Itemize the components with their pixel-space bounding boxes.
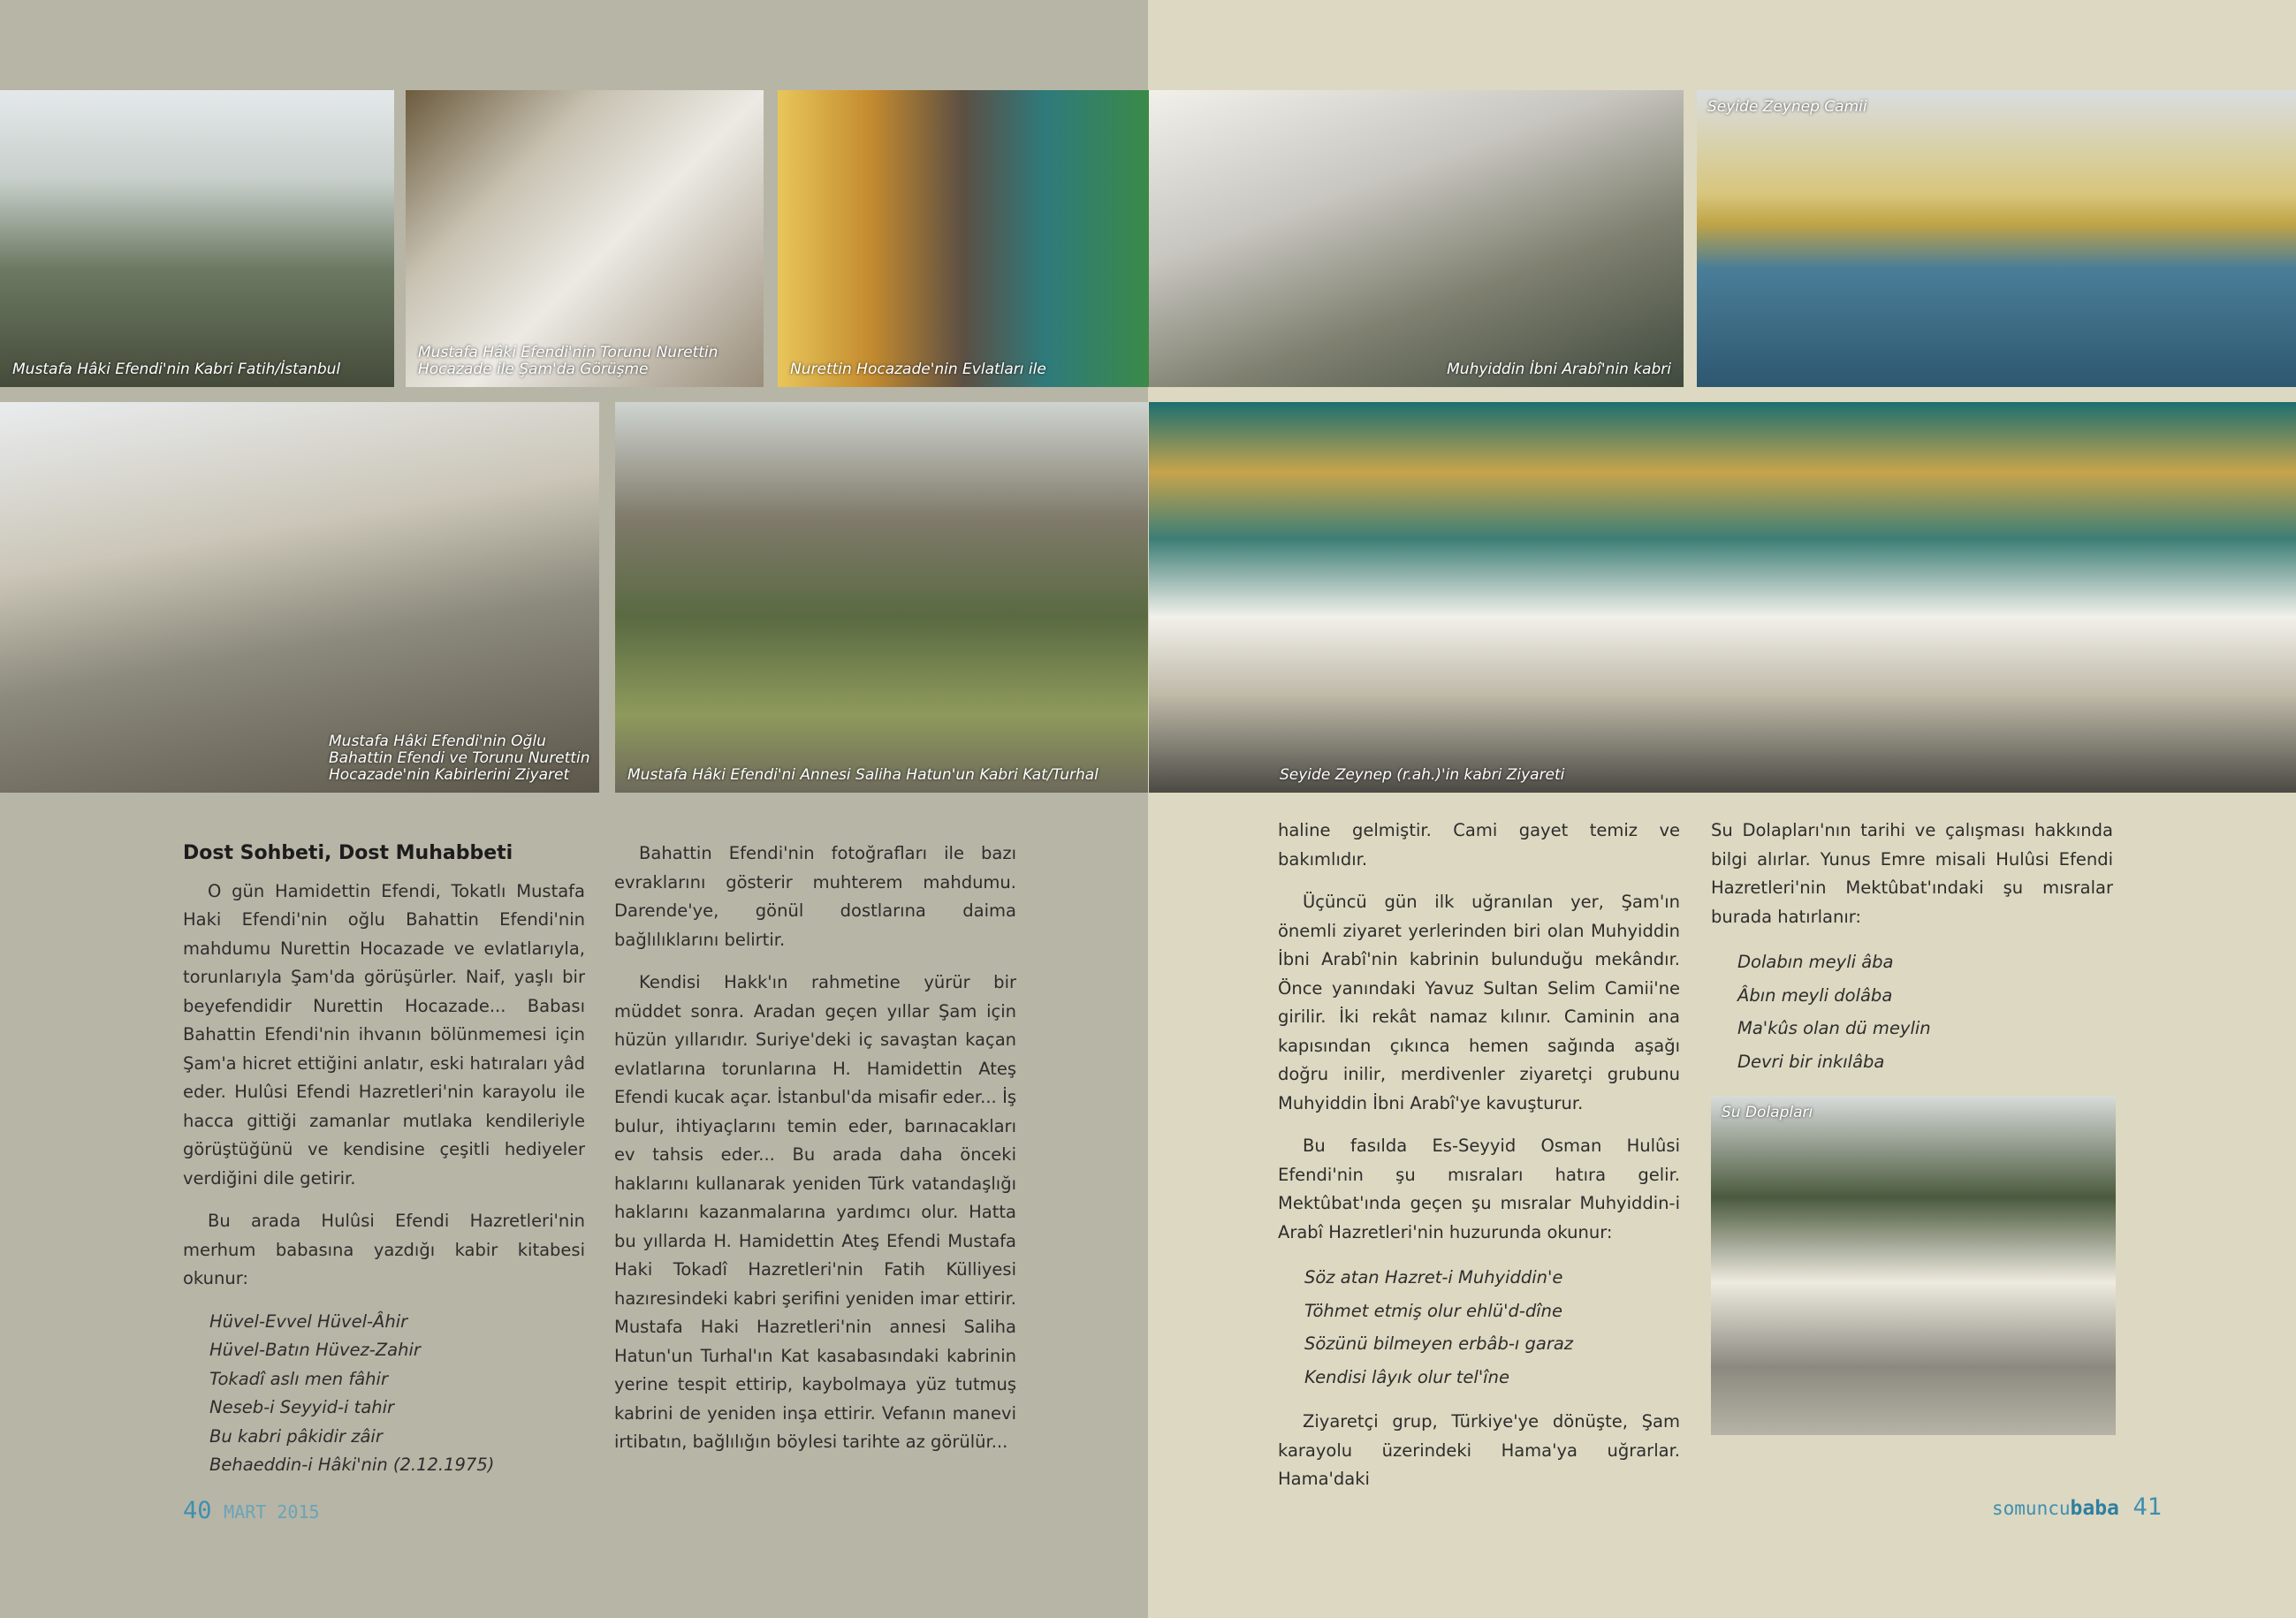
photo-caption: Seyide Zeynep Camii — [1707, 98, 1867, 116]
photo-bahattin-grave-visit — [0, 402, 599, 793]
brand-logo-baba: baba — [2070, 1497, 2119, 1520]
photo-caption: Mustafa Hâki Efendi'nin Oğlu Bahattin Efendi ve Torunu Nurettin Hocazade'nin Kabirlerini Ziyaret — [329, 733, 590, 784]
page-number: 40 — [183, 1497, 212, 1524]
photo-caption: Seyide Zeynep (r.ah.)'in kabri Ziyareti — [1280, 766, 1565, 784]
photo-caption: Mustafa Hâki Efendi'nin Torunu Nurettin Hocazade ile Şam'da Görüşme — [418, 344, 718, 378]
page-folio-left — [183, 1497, 320, 1524]
brand-logo-somuncu: somuncu — [1992, 1498, 2071, 1519]
photo-hocazade-children — [778, 90, 1149, 387]
issue-date: MART 2015 — [224, 1501, 320, 1523]
verse-line: Âbın meyli dolâba — [1737, 984, 1893, 1006]
article-column-1 — [183, 839, 585, 1494]
verse-line: Ma'kûs olan dü meylin — [1737, 1018, 1931, 1038]
verse-line: Söz atan Hazret-i Muhyiddin'e — [1304, 1267, 1563, 1288]
verse-line: Sözünü bilmeyen erbâb-ı garaz — [1304, 1333, 1574, 1354]
verse-line: Hüvel-Evvel Hüvel-Âhir — [209, 1310, 408, 1332]
verse-block — [183, 1308, 585, 1480]
paragraph: Üçüncü gün ilk uğranılan yer, Şam'ın önemli ziyaret yerlerinden biri olan Muhyiddin İbni Arabî'nin kabrinin bulunduğu mekândır. Önce yanındaki Yavuz Sultan Selim Camii'ne girilir. İki rekât namaz kılınır. Caminin ana kapısından çıkınca hemen sağında aşağı doğru inilir, merdivenler ziyaretçi grubunu Muhyiddin İbni Arabî'ye kavuşturur. — [1278, 892, 1680, 1113]
section-heading: Dost Sohbeti, Dost Muhabbeti — [183, 842, 513, 864]
photo-caption: Mustafa Hâki Efendi'nin Kabri Fatih/İstanbul — [12, 361, 341, 378]
verse-line: Behaeddin-i Hâki'nin (2.12.1975) — [209, 1455, 495, 1475]
photo-caption: Mustafa Hâki Efendi'ni Annesi Saliha Hatun'un Kabri Kat/Turhal — [627, 766, 1099, 784]
page-folio-right — [1992, 1493, 2162, 1521]
verse-line: Devri bir inkılâba — [1737, 1051, 1885, 1072]
paragraph: haline gelmiştir. Cami gayet temiz ve bakımlıdır. — [1278, 820, 1680, 870]
photo-caption: Su Dolapları — [1722, 1104, 1813, 1121]
photo-meeting-damascus — [406, 90, 764, 387]
verse-line: Bu kabri pâkidir zâir — [209, 1425, 383, 1447]
verse-line: Dolabın meyli âba — [1737, 952, 1894, 972]
article-column-3 — [1278, 817, 1680, 1508]
article-column-4 — [1711, 817, 2113, 1092]
photo-haki-efendi-grave-fatih — [0, 90, 394, 387]
paragraph: Ziyaretçi grup, Türkiye'ye dönüşte, Şam karayolu üzerindeki Hama'ya uğrarlar. Hama'daki — [1278, 1411, 1680, 1489]
photo-seyide-zeynep-mosque — [1697, 90, 2296, 387]
photo-seyide-zeynep-visit-group — [1149, 402, 2296, 793]
verse-line: Hüvel-Batın Hüvez-Zahir — [209, 1340, 421, 1360]
page-number: 41 — [2133, 1493, 2163, 1521]
verse-line: Töhmet etmiş olur ehlü'd-dîne — [1304, 1300, 1563, 1321]
verse-block — [1278, 1261, 1680, 1394]
photo-su-dolaplari-group — [1711, 1096, 2116, 1435]
paragraph: Bahattin Efendi'nin fotoğrafları ile bazı evraklarını gösterir muhterem mahdumu. Darende'ye, gönül dostlarına daima bağlılıklarını belirtir. — [614, 843, 1016, 950]
photo-saliha-hatun-grave — [615, 402, 1148, 793]
paragraph: Bu arada Hulûsi Efendi Hazretleri'nin merhum babasına yazdığı kabir kitabesi okunur: — [183, 1211, 585, 1288]
verse-line: Neseb-i Seyyid-i tahir — [209, 1397, 395, 1417]
paragraph: Bu fasılda Es-Seyyid Osman Hulûsi Efendi'nin şu mısraları hatıra gelir. Mektûbat'ında geçen şu mısralar Muhyiddin-i Arabî Hazretleri'nin huzurunda okunur: — [1278, 1136, 1680, 1242]
verse-line: Tokadî aslı men fâhir — [209, 1368, 388, 1389]
verse-block — [1711, 946, 2113, 1078]
paragraph: Su Dolapları'nın tarihi ve çalışması hakkında bilgi alırlar. Yunus Emre misali Hulûsi Efendi Hazretleri'nin Mektûbat'ındaki şu mısralar burada hatırlanır: — [1711, 820, 2113, 927]
photo-caption: Muhyiddin İbni Arabî'nin kabri — [1447, 361, 1671, 378]
article-column-2 — [614, 839, 1016, 1471]
paragraph: Kendisi Hakk'ın rahmetine yürür bir müddet sonra. Aradan geçen yıllar Şam için hüzün yıllarıdır. Suriye'deki iç savaştan kaçan evlatlarına torunlarına H. Hamidettin Ateş Efendi kucak açar. İstanbul'da misafir eder... İş bulur, ihtiyaçlarını temin eder, barınacakları ev tahsis eder... Bu arada daha önceki haklarını kullanarak yeniden Türk vatandaşlığı haklarını kazanmalarına yardımcı olur. Hatta bu yıllarda H. Hamidettin Ateş Efendi Mustafa Haki Tokadî Hazretleri'nin Fatih Külliyesi hazıresindeki kabri şerifini yeniden imar ettirir. Mustafa Haki Hazretleri'nin annesi Saliha Hatun'un Turhal'ın Kat kasabasındaki kabrinin yerine tespit ettirip, kaybolmaya yüz tutmuş kabrini de yeniden inşa ettirir. Vefanın manevi irtibatın, bağlılığın böylesi tarihte az görülür... — [614, 972, 1016, 1452]
paragraph: O gün Hamidettin Efendi, Tokatlı Mustafa Haki Efendi'nin oğlu Bahattin Efendi'nin mahdumu Nurettin Hocazade ve evlatlarıyla, torunlarıyla Şam'da görüşürler. Naif, yaşlı bir beyefendidir Nurettin Hocazade... Babası Bahattin Efendi'nin ihvanın bölünmemesi için Şam'a hicret ettiğini anlatır, eski hatıraları yâd eder. Hulûsi Efendi Hazretleri'nin karayolu ile hacca gittiği zamanlar mutlaka kendileriyle görüştüğünü ve kendisine çeşitli hediyeler verdiğini dile getirir. — [183, 880, 585, 1189]
photo-caption: Nurettin Hocazade'nin Evlatları ile — [790, 361, 1046, 378]
verse-line: Kendisi lâyık olur tel'îne — [1304, 1366, 1509, 1387]
photo-ibni-arabi-tomb — [1149, 90, 1684, 387]
